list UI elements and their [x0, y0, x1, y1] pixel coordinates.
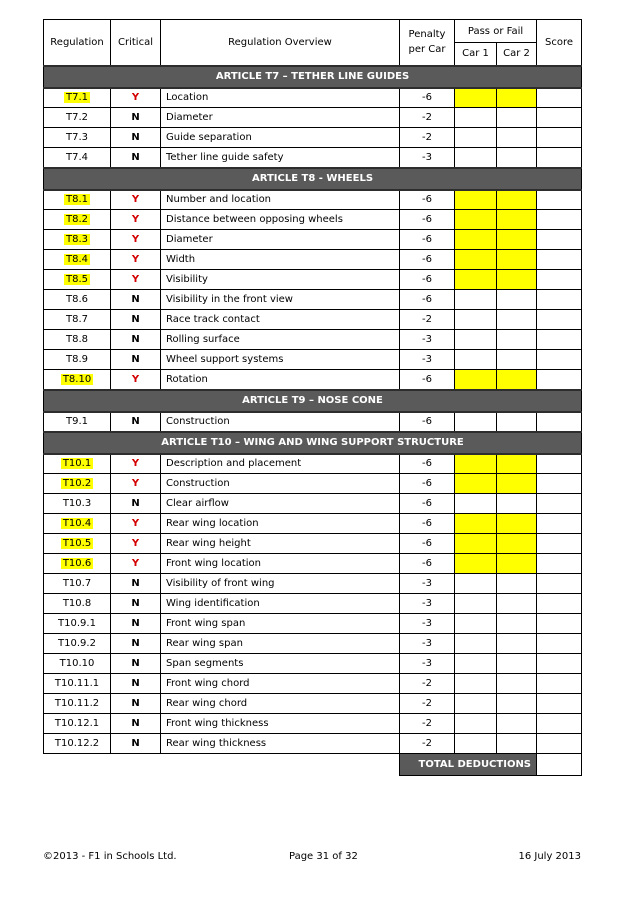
car2-cell[interactable]	[497, 514, 537, 534]
car2-cell[interactable]	[497, 594, 537, 614]
table-row	[44, 88, 582, 108]
table-row	[44, 654, 582, 674]
overview-cell: Visibility	[161, 270, 400, 290]
penalty-cell: -6	[400, 230, 455, 250]
critical-cell: N	[111, 108, 161, 128]
regulation-cell	[44, 534, 111, 554]
penalty-cell: -6	[400, 494, 455, 514]
score-cell[interactable]	[537, 270, 582, 290]
table-row	[44, 714, 582, 734]
table-row	[44, 454, 582, 474]
overview-cell: Race track contact	[161, 310, 400, 330]
penalty-cell: -6	[400, 554, 455, 574]
table-row	[44, 270, 582, 290]
critical-cell: N	[111, 654, 161, 674]
total-deductions-label: TOTAL DEDUCTIONS	[400, 754, 537, 776]
score-cell[interactable]	[537, 654, 582, 674]
overview-cell: Diameter	[161, 108, 400, 128]
score-cell[interactable]	[537, 148, 582, 168]
penalty-cell: -6	[400, 250, 455, 270]
penalty-cell: -6	[400, 412, 455, 432]
car1-cell[interactable]	[455, 534, 497, 554]
car1-cell[interactable]	[455, 190, 497, 210]
overview-cell: Front wing thickness	[161, 714, 400, 734]
car1-cell[interactable]	[455, 734, 497, 754]
car2-cell[interactable]	[497, 230, 537, 250]
regulation-cell: T8.6	[44, 290, 111, 310]
regulation-cell: T9.1	[44, 412, 111, 432]
car2-cell[interactable]	[497, 554, 537, 574]
regulation-cell: T10.11.1	[44, 674, 111, 694]
score-cell[interactable]	[537, 88, 582, 108]
score-cell[interactable]	[537, 614, 582, 634]
regulation-cell: T10.9.1	[44, 614, 111, 634]
car1-cell[interactable]	[455, 714, 497, 734]
section-header	[44, 66, 582, 88]
penalty-cell: -6	[400, 514, 455, 534]
car2-cell[interactable]	[497, 148, 537, 168]
penalty-cell: -6	[400, 534, 455, 554]
overview-cell: Diameter	[161, 230, 400, 250]
regulation-cell	[44, 454, 111, 474]
score-cell[interactable]	[537, 454, 582, 474]
critical-cell: Y	[111, 474, 161, 494]
overview-cell: Rear wing chord	[161, 694, 400, 714]
car1-cell[interactable]	[455, 270, 497, 290]
footer-copyright: ©2013 - F1 in Schools Ltd.	[43, 851, 177, 862]
regulation-code-highlight: T8.3	[65, 234, 88, 245]
table-row	[44, 694, 582, 714]
regulation-cell: T8.7	[44, 310, 111, 330]
regulation-cell: T8.8	[44, 330, 111, 350]
regulation-cell	[44, 230, 111, 250]
overview-cell: Clear airflow	[161, 494, 400, 514]
regulation-code-highlight: T10.4	[62, 518, 92, 529]
penalty-cell: -6	[400, 210, 455, 230]
car2-cell[interactable]	[497, 654, 537, 674]
car1-cell[interactable]	[455, 494, 497, 514]
penalty-cell: -6	[400, 290, 455, 310]
score-cell[interactable]	[537, 412, 582, 432]
score-cell[interactable]	[537, 128, 582, 148]
car1-cell[interactable]	[455, 290, 497, 310]
section-title: ARTICLE T10 – WING AND WING SUPPORT STRUCTURE	[44, 432, 582, 454]
regulation-cell	[44, 474, 111, 494]
col-header-car1: Car 1	[455, 43, 497, 66]
car2-cell[interactable]	[497, 714, 537, 734]
score-cell[interactable]	[537, 694, 582, 714]
score-cell[interactable]	[537, 350, 582, 370]
section-header	[44, 432, 582, 454]
car2-cell[interactable]	[497, 534, 537, 554]
total-score-cell[interactable]	[537, 754, 582, 776]
table-row	[44, 594, 582, 614]
table-row	[44, 310, 582, 330]
car2-cell[interactable]	[497, 734, 537, 754]
penalty-cell: -3	[400, 594, 455, 614]
regulation-cell: T10.12.1	[44, 714, 111, 734]
col-header-car2: Car 2	[497, 43, 537, 66]
critical-cell: N	[111, 674, 161, 694]
regulation-cell	[44, 370, 111, 390]
critical-cell: N	[111, 494, 161, 514]
critical-cell: N	[111, 412, 161, 432]
table-row	[44, 474, 582, 494]
regulation-cell	[44, 514, 111, 534]
critical-cell: Y	[111, 88, 161, 108]
penalty-cell: -3	[400, 614, 455, 634]
regulation-cell: T8.9	[44, 350, 111, 370]
car2-cell[interactable]	[497, 412, 537, 432]
regulation-code-highlight: T10.5	[62, 538, 92, 549]
regulation-code-highlight: T10.1	[62, 458, 92, 470]
section-title: ARTICLE T7 – TETHER LINE GUIDES	[44, 66, 582, 88]
critical-cell: Y	[111, 230, 161, 250]
overview-cell: Construction	[161, 474, 400, 494]
penalty-cell: -2	[400, 128, 455, 148]
section-title: ARTICLE T8 - WHEELS	[44, 168, 582, 190]
col-header-penalty: Penalty per Car	[400, 20, 455, 66]
critical-cell: N	[111, 310, 161, 330]
overview-cell: Wing identification	[161, 594, 400, 614]
penalty-cell: -2	[400, 674, 455, 694]
car1-cell[interactable]	[455, 350, 497, 370]
car1-cell[interactable]	[455, 554, 497, 574]
critical-cell: N	[111, 330, 161, 350]
score-cell[interactable]	[537, 330, 582, 350]
car1-cell[interactable]	[455, 108, 497, 128]
score-cell[interactable]	[537, 534, 582, 554]
table-row	[44, 370, 582, 390]
penalty-cell: -6	[400, 370, 455, 390]
col-header-critical: Critical	[111, 20, 161, 66]
overview-cell: Rolling surface	[161, 330, 400, 350]
regulation-code-highlight: T8.2	[65, 214, 88, 225]
table-row	[44, 330, 582, 350]
regulation-code-highlight: T10.6	[62, 558, 92, 569]
regulation-cell: T10.9.2	[44, 634, 111, 654]
penalty-cell: -3	[400, 330, 455, 350]
score-cell[interactable]	[537, 210, 582, 230]
regulation-cell	[44, 250, 111, 270]
penalty-cell: -3	[400, 654, 455, 674]
critical-cell: Y	[111, 534, 161, 554]
score-cell[interactable]	[537, 594, 582, 614]
table-row	[44, 614, 582, 634]
col-header-score: Score	[537, 20, 582, 66]
regulation-cell: T10.3	[44, 494, 111, 514]
regulation-code-highlight: T10.2	[62, 478, 92, 489]
score-cell[interactable]	[537, 494, 582, 514]
table-body	[44, 66, 582, 754]
regulation-cell: T10.12.2	[44, 734, 111, 754]
overview-cell: Guide separation	[161, 128, 400, 148]
critical-cell: Y	[111, 370, 161, 390]
car2-cell[interactable]	[497, 634, 537, 654]
overview-cell: Rotation	[161, 370, 400, 390]
critical-cell: N	[111, 594, 161, 614]
score-cell[interactable]	[537, 714, 582, 734]
table-row	[44, 230, 582, 250]
penalty-cell: -2	[400, 714, 455, 734]
table-row	[44, 514, 582, 534]
table-row	[44, 494, 582, 514]
car2-cell[interactable]	[497, 88, 537, 108]
table-row	[44, 412, 582, 432]
overview-cell: Span segments	[161, 654, 400, 674]
critical-cell: N	[111, 350, 161, 370]
car1-cell[interactable]	[455, 574, 497, 594]
penalty-cell: -2	[400, 734, 455, 754]
regulation-cell: T7.2	[44, 108, 111, 128]
score-cell[interactable]	[537, 554, 582, 574]
table-row	[44, 210, 582, 230]
overview-cell: Visibility in the front view	[161, 290, 400, 310]
critical-cell: N	[111, 128, 161, 148]
table-row	[44, 250, 582, 270]
overview-cell: Description and placement	[161, 454, 400, 474]
score-cell[interactable]	[537, 108, 582, 128]
penalty-cell: -2	[400, 694, 455, 714]
regulation-cell: T10.8	[44, 594, 111, 614]
regulation-code-highlight: T8.4	[65, 254, 88, 265]
car2-cell[interactable]	[497, 270, 537, 290]
penalty-cell: -3	[400, 574, 455, 594]
penalty-cell: -2	[400, 108, 455, 128]
section-header	[44, 168, 582, 190]
table-row	[44, 734, 582, 754]
critical-cell: N	[111, 290, 161, 310]
car2-cell[interactable]	[497, 370, 537, 390]
overview-cell: Wheel support systems	[161, 350, 400, 370]
critical-cell: N	[111, 614, 161, 634]
car2-cell[interactable]	[497, 210, 537, 230]
regulation-code-highlight: T8.10	[62, 373, 92, 385]
overview-cell: Front wing span	[161, 614, 400, 634]
overview-cell: Rear wing height	[161, 534, 400, 554]
car2-cell[interactable]	[497, 614, 537, 634]
score-cell[interactable]	[537, 634, 582, 654]
regulation-cell	[44, 270, 111, 290]
car1-cell[interactable]	[455, 128, 497, 148]
table-row	[44, 634, 582, 654]
car1-cell[interactable]	[455, 230, 497, 250]
overview-cell: Width	[161, 250, 400, 270]
overview-cell: Tether line guide safety	[161, 148, 400, 168]
car1-cell[interactable]	[455, 674, 497, 694]
critical-cell: N	[111, 734, 161, 754]
score-cell[interactable]	[537, 674, 582, 694]
score-cell[interactable]	[537, 230, 582, 250]
regulation-table	[43, 19, 582, 776]
car2-cell[interactable]	[497, 128, 537, 148]
score-cell[interactable]	[537, 370, 582, 390]
car2-cell[interactable]	[497, 290, 537, 310]
car1-cell[interactable]	[455, 330, 497, 350]
critical-cell: N	[111, 634, 161, 654]
penalty-cell: -2	[400, 310, 455, 330]
critical-cell: N	[111, 148, 161, 168]
car2-cell[interactable]	[497, 474, 537, 494]
score-cell[interactable]	[537, 310, 582, 330]
score-cell[interactable]	[537, 190, 582, 210]
table-row	[44, 534, 582, 554]
car2-cell[interactable]	[497, 494, 537, 514]
col-header-overview: Regulation Overview	[161, 20, 400, 66]
overview-cell: Construction	[161, 412, 400, 432]
overview-cell: Front wing chord	[161, 674, 400, 694]
overview-cell: Distance between opposing wheels	[161, 210, 400, 230]
table-row	[44, 148, 582, 168]
critical-cell: Y	[111, 190, 161, 210]
section-title: ARTICLE T9 – NOSE CONE	[44, 390, 582, 412]
overview-cell: Front wing location	[161, 554, 400, 574]
car1-cell[interactable]	[455, 634, 497, 654]
critical-cell: N	[111, 574, 161, 594]
section-header	[44, 390, 582, 412]
regulation-cell	[44, 190, 111, 210]
col-header-regulation: Regulation	[44, 20, 111, 66]
score-cell[interactable]	[537, 574, 582, 594]
score-cell[interactable]	[537, 514, 582, 534]
table-row	[44, 128, 582, 148]
overview-cell: Rear wing location	[161, 514, 400, 534]
car1-cell[interactable]	[455, 614, 497, 634]
table-row	[44, 350, 582, 370]
car2-cell[interactable]	[497, 108, 537, 128]
penalty-cell: -6	[400, 474, 455, 494]
critical-cell: Y	[111, 514, 161, 534]
car1-cell[interactable]	[455, 210, 497, 230]
car1-cell[interactable]	[455, 514, 497, 534]
regulation-cell	[44, 88, 111, 108]
footer-date: 16 July 2013	[518, 851, 581, 862]
overview-cell: Number and location	[161, 190, 400, 210]
overview-cell: Visibility of front wing	[161, 574, 400, 594]
car1-cell[interactable]	[455, 454, 497, 474]
regulation-cell: T10.11.2	[44, 694, 111, 714]
score-cell[interactable]	[537, 290, 582, 310]
critical-cell: N	[111, 694, 161, 714]
table-row	[44, 554, 582, 574]
table-row	[44, 108, 582, 128]
critical-cell: Y	[111, 554, 161, 574]
score-cell[interactable]	[537, 250, 582, 270]
regulation-cell: T7.3	[44, 128, 111, 148]
car2-cell[interactable]	[497, 694, 537, 714]
critical-cell: N	[111, 714, 161, 734]
score-cell[interactable]	[537, 734, 582, 754]
car2-cell[interactable]	[497, 574, 537, 594]
table-row	[44, 190, 582, 210]
car1-cell[interactable]	[455, 654, 497, 674]
footer-page-number: Page 31 of 32	[289, 851, 358, 862]
table-row	[44, 574, 582, 594]
critical-cell: Y	[111, 454, 161, 474]
table-row	[44, 290, 582, 310]
score-cell[interactable]	[537, 474, 582, 494]
overview-cell: Location	[161, 88, 400, 108]
regulation-code-highlight: T8.5	[65, 274, 88, 285]
penalty-cell: -6	[400, 270, 455, 290]
penalty-cell: -3	[400, 634, 455, 654]
regulation-cell	[44, 554, 111, 574]
car1-cell[interactable]	[455, 412, 497, 432]
regulation-cell: T7.4	[44, 148, 111, 168]
car2-cell[interactable]	[497, 250, 537, 270]
car1-cell[interactable]	[455, 250, 497, 270]
car2-cell[interactable]	[497, 190, 537, 210]
car1-cell[interactable]	[455, 474, 497, 494]
regulation-code-highlight: T8.1	[65, 194, 88, 206]
regulation-cell: T10.7	[44, 574, 111, 594]
table-row	[44, 674, 582, 694]
penalty-cell: -6	[400, 88, 455, 108]
overview-cell: Rear wing span	[161, 634, 400, 654]
car1-cell[interactable]	[455, 148, 497, 168]
car2-cell[interactable]	[497, 310, 537, 330]
total-row	[44, 754, 582, 776]
penalty-cell: -6	[400, 454, 455, 474]
penalty-cell: -3	[400, 148, 455, 168]
car2-cell[interactable]	[497, 454, 537, 474]
regulation-cell	[44, 210, 111, 230]
col-header-pass-or-fail: Pass or Fail	[455, 20, 537, 43]
car2-cell[interactable]	[497, 330, 537, 350]
critical-cell: Y	[111, 210, 161, 230]
critical-cell: Y	[111, 270, 161, 290]
car1-cell[interactable]	[455, 594, 497, 614]
penalty-cell: -6	[400, 190, 455, 210]
car1-cell[interactable]	[455, 88, 497, 108]
penalty-cell: -3	[400, 350, 455, 370]
car2-cell[interactable]	[497, 674, 537, 694]
regulation-code-highlight: T7.1	[65, 92, 88, 104]
critical-cell: Y	[111, 250, 161, 270]
overview-cell: Rear wing thickness	[161, 734, 400, 754]
car1-cell[interactable]	[455, 370, 497, 390]
car1-cell[interactable]	[455, 310, 497, 330]
car2-cell[interactable]	[497, 350, 537, 370]
regulation-cell: T10.10	[44, 654, 111, 674]
car1-cell[interactable]	[455, 694, 497, 714]
